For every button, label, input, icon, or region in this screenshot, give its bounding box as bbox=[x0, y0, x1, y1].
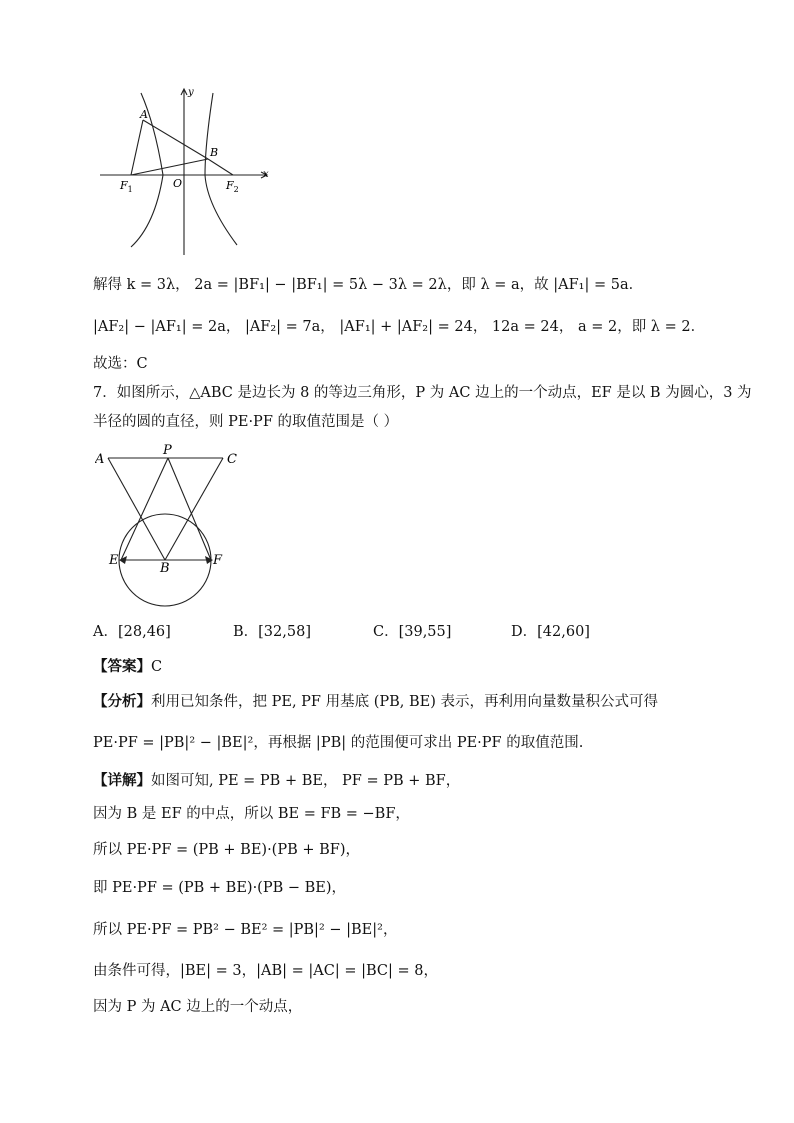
hyperbola-right-branch bbox=[205, 93, 237, 245]
triangle-circle-figure bbox=[95, 440, 245, 610]
choice-line: 故选：C bbox=[93, 356, 148, 372]
question-7-line-1: 7．如图所示，△ABC 是边长为 8 的等边三角形，P 为 AC 边上的一个动点，EF 是以 B 为圆心，3 为 bbox=[93, 385, 752, 401]
label-A: A bbox=[140, 108, 148, 121]
detail-line-7: 因为 P 为 AC 边上的一个动点， bbox=[93, 999, 303, 1015]
detail-tag: 【详解】 bbox=[93, 772, 151, 789]
label-y: y bbox=[188, 87, 194, 98]
label-B2: B bbox=[160, 561, 170, 576]
detail-line-6: 由条件可得，|BE| = 3，|AB| = |AC| = |BC| = 8， bbox=[93, 963, 438, 979]
label-E: E bbox=[109, 553, 119, 568]
hyperbola-figure bbox=[95, 85, 280, 257]
label-O: O bbox=[173, 177, 183, 190]
analysis-line-2: PE·PF = |PB|² − |BE|²，再根据 |PB| 的范围便可求出 PE·PF 的取值范围. bbox=[93, 735, 584, 751]
detail-line-4: 即 PE·PF = (PB + BE)·(PB − BE)， bbox=[93, 880, 347, 896]
detail-line-3: 所以 PE·PF = (PB + BE)·(PB + BF)， bbox=[93, 842, 360, 858]
analysis-line-1 bbox=[93, 692, 658, 712]
label-C: C bbox=[227, 452, 237, 467]
solution-line-2: |AF₂| − |AF₁| = 2a， |AF₂| = 7a， |AF₁| + |AF₂| = 24， 12a = 24， a = 2，即 λ = 2． bbox=[93, 319, 706, 335]
answer-value: C bbox=[151, 659, 163, 675]
option-b[interactable]: B．[32,58] bbox=[233, 624, 311, 640]
solution-line-1: 解得 k = 3λ， 2a = |BF₁| − |BF₁| = 5λ − 3λ = 2λ，即 λ = a，故 |AF₁| = 5a． bbox=[93, 277, 644, 293]
detail-line-2: 因为 B 是 EF 的中点，所以 BE = FB = −BF， bbox=[93, 806, 410, 822]
analysis-tag: 【分析】 bbox=[93, 693, 151, 710]
analysis-text-1: 利用已知条件，把 PE, PF 用基底 (PB, BE) 表示，再利用向量数量积公式可得 bbox=[151, 694, 658, 710]
detail-text-1: 如图可知, PE = PB + BE， PF = PB + BF， bbox=[151, 773, 461, 789]
option-d[interactable]: D．[42,60] bbox=[511, 624, 590, 640]
label-B: B bbox=[210, 146, 219, 159]
label-F: F bbox=[213, 553, 223, 568]
label-x: x bbox=[263, 169, 269, 180]
label-F1: $F_1$ bbox=[120, 179, 133, 194]
question-7-line-2: 半径的圆的直径，则 PE·PF 的取值范围是（ ） bbox=[93, 414, 399, 430]
label-F2: $F_2$ bbox=[226, 179, 239, 194]
label-P: P bbox=[163, 443, 172, 458]
option-c[interactable]: C．[39,55] bbox=[373, 624, 452, 640]
answer-tag: 【答案】 bbox=[93, 658, 151, 675]
label-A2: A bbox=[95, 452, 105, 467]
detail-line-5: 所以 PE·PF = PB² − BE² = |PB|² − |BE|²， bbox=[93, 922, 398, 938]
option-a[interactable]: A．[28,46] bbox=[93, 624, 171, 640]
detail-line-1 bbox=[93, 771, 460, 791]
answer-line bbox=[93, 657, 162, 677]
